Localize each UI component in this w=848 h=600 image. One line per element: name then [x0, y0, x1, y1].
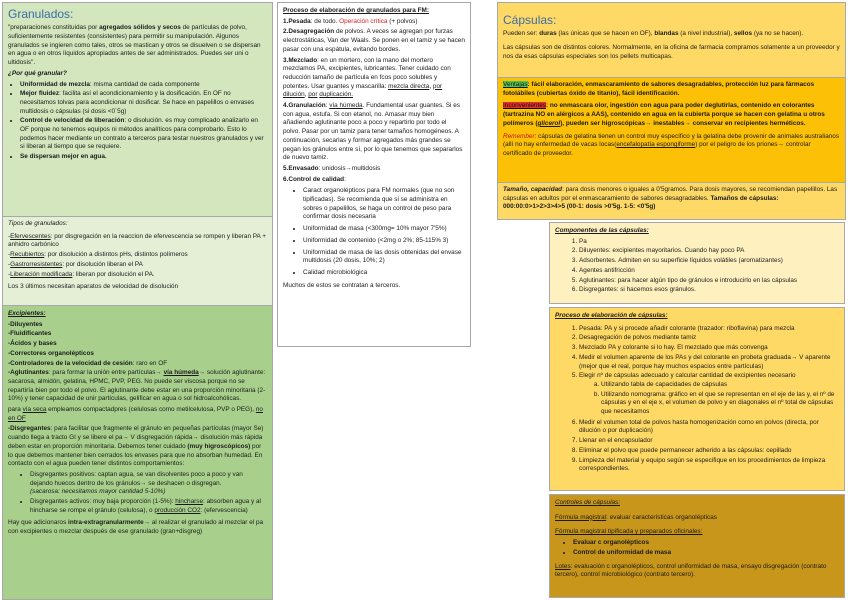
- list-item: -Recubiertos: por disolución a distintos pHs, distintos polímeros: [8, 251, 188, 259]
- capsulas-intro: Pueden ser: duras (las únicas que se hacen en OF), blandas (a nivel industrial), sellos (ya no se hacen).: [503, 30, 804, 38]
- quality-control-list: [303, 187, 465, 277]
- sub-list: [601, 381, 839, 417]
- list-item: 6. Disgregantes: si hacemos esos gránulos.: [579, 286, 839, 295]
- list-item: • Se dispersan mejor en agua.: [20, 153, 267, 162]
- excipientes-title: Excipientes:: [8, 310, 46, 317]
- list-item: -Correctores organolépticos: [8, 349, 94, 357]
- list-item: • Uniformidad de mezcla: misma cantidad de cada componente: [20, 81, 267, 90]
- list-item: • Caract organolépticos para FM normales (que no son tipificadas). Se recomienda que si se administra en sobres o papelillos, se haga un control de peso para confirmar dosis necesaria: [303, 187, 465, 222]
- why-granulate-list: [20, 81, 267, 162]
- controles-panel: [549, 494, 845, 598]
- list-item: • Disgregantes activos: muy baja proporción (1-5%): hincharse: absorben agua y al hincharse se rompe el gránulo (celulosa), o producción CO2: (efervescencia): [30, 498, 267, 515]
- capsulas-panel: [497, 2, 846, 78]
- remember-text: Remember: cápsulas de gelatina tienen un control muy específico y la gelatina debe provenir de animales australianos (allí no hay enfermedad de vacas locas(encefalopatía espongiforme) por el peligro de los priones→ controlar certificado de proveedor.: [503, 132, 840, 157]
- tipificada-label: Fórmula magistral tipificada y preparados oficinales:: [555, 528, 703, 536]
- disgregantes-text: -Disgregantes: para facilitar que fragmente el gránulo en pequeñas partículas (mayor Se) cuando llega a tracto GI y se libere el pa→ V disgregación rápida→ disolución más rápida deben estar en proporción minoritaria. Debemos tener cuidado (muy higroscópicos) por lo que debemos mantener bien cerrados los envases para que no absorban humedad. En contacto con el agua pueden tener distintos comportamientos:: [8, 425, 264, 468]
- list-item: • Uniformidad de masa (<300mg= 10% mayor 7'5%): [303, 225, 465, 234]
- list-item: 6. Medir el volumen total de polvos hasta homogenización como en polvos (directa, por dilución o por duplicación): [579, 419, 839, 436]
- proceso-granulados-panel: [277, 2, 471, 347]
- inconvenientes-text: Inconvenientes: no enmascara olor, ingestión con agua para poder deglutirlas, contenido en colorantes (tartrazina NO en alérgicos a AAS), contenido en agua en la cubierta porque se hacen con gelatina u otros polímeros (glicerol), pueden ser higroscópicas→ inestables→ conservar en recipientes herméticos.: [503, 102, 825, 127]
- list-item: 5. Elegir nº de cápsulas adecuado y calcular cantidad de excipientes necesario a. Utilizando tabla de capacidades de cápsulas b. Utilizando nomograma: gráfico en el que se representan en el eje de las y, el nº de cápsulas y en el eje x, el volumen de polvo y en diagonales el nº total de cápsulas que necesitamos: [579, 372, 839, 417]
- tipificada-list: [573, 539, 839, 557]
- step-mezclado: 3.Mezclado: en un mortero, con la mano del mortero mezclamos PA, excipientes, lubricantes. Tener cuidado con reducción tamaño de partícula en fcos poco solubles y potentes. Usar guantes y mascarilla: mezcla directa, por dilución, por duplicación.: [283, 56, 451, 99]
- list-item: • Calidad microbiológica: [303, 269, 465, 278]
- tamano-text: Tamaño, capacidad: para dosis menores o iguales a 0'5gramos. Para dosis mayores, se recomiendan papelillos. Las cápsulas en adultos por el enmascaramiento de sabores desagradables. Tamaños de cápsulas: 000:00:0>1>2>3>4>5 (00-1: dosis >0'5g. 1-5: <0'5g): [503, 186, 838, 211]
- list-item: a. Utilizando tabla de capacidades de cápsulas: [601, 381, 839, 390]
- ventajas-text: Ventajas: fácil elaboración, enmascaramiento de sabores desagradables, protección luz para fármacos fotolábiles (cubiertas óxido de titanio), fácil identificación.: [503, 81, 815, 97]
- intra-extra-text: Hay que adicionaros intra-extragranularmente→ al realizar el granulado al mezclar el pa con excipientes o mezclar después de ese granulado (gran+disgreg): [8, 519, 264, 536]
- lotes-text: Lotes: evaluación c organolépticos, control uniformidad de masa, ensayo disgregación (contrato tercero), control microbiológico (contrato tercero).: [555, 562, 827, 579]
- ventajas-panel: [497, 77, 846, 183]
- componentes-panel: [549, 222, 845, 304]
- list-item: • Uniformidad de masa de las dosis obtenidas del envase multidosis (20 dosis, 10%; 2): [303, 249, 465, 266]
- step-desagregacion: 2.Desagregación de polvos. A veces se agregan por furzas electrostáticas, Van der Waals. Se ponen en el tamiz y se hacen pasar con una espátula, evitando bordes.: [283, 28, 465, 53]
- list-item: -Fluidificantes: [8, 330, 52, 338]
- granulados-definition: "preparaciones constituidas por agregados sólidos y secos de partículas de polvo, suficientemente resistentes (consistentes) para permitir su manipulación. Algunos granulados se ingieren como tales, otros se mastican y otros se disuelven o se dispersan en agua o en otros líquidos apropiados antes de ser administrados. Puedes ser uni o ultidosis".: [8, 24, 261, 67]
- list-item: • Mejor fluidez: facilita así el acondicionamiento y la dosificación. En OF no necesitamos tolvas para acondicionar ni dosificar. Se hace en papelillos o envases multidosis o cápsulas (si dosis <0´5g): [20, 90, 267, 116]
- step-control: 6.Control de calidad:: [283, 175, 346, 183]
- step-pesada: 1.Pesada: de todo. Operación crítica (+ polvos): [283, 17, 418, 25]
- list-item: 8. Eliminar el polvo que puede permanecer adherido a las cápsulas: cepillado: [579, 447, 839, 456]
- list-item: 5. Aglutinantes: para hacer algún tipo de gránulos e introducirlo en las cápsulas: [579, 277, 839, 286]
- disgregantes-list: [30, 471, 267, 516]
- list-item: 2. Diluyentes: excipientes mayoritarios. Cuando hay poco PA: [579, 247, 839, 256]
- list-item: 1. Pesada: PA y si procede añadir colorante (trazador: riboflavina) para mezcla: [579, 325, 839, 334]
- step-envasado: 5.Envasado: unidosis→multidosis: [283, 164, 381, 172]
- list-item: 7. Llenar en el encapsulador: [579, 437, 839, 446]
- via-seca-text: para vía seca empleamos compactadpres (celulosas como metilcelulosa, PVP o PEG), no en OF: [8, 406, 263, 422]
- list-item: -Controladores de la velocidad de cesión: raro en OF: [8, 359, 168, 367]
- list-item: • Control de velocidad de liberación: o disolución. es muy complicado analizarlo en OF porque no tenemos equipos ni métodos analíticos para comprobarlo. Esto lo podemos hacer mediante un contrato a terceros para testar nuestros granulados y ver si liberan al tiempo que se requiere.: [20, 117, 267, 152]
- list-item: b. Utilizando nomograma: gráfico en el que se representan en el eje de las y, el nº de cápsulas y en el eje x, el volumen de polvo y en diagonales el nº total de cápsulas que necesitamos: [601, 391, 839, 417]
- proceso-granulados-title: Proceso de elaboración de granulados para FM:: [283, 7, 429, 14]
- granulados-title: Granulados:: [8, 7, 74, 21]
- tipos-granulados-panel: [2, 216, 273, 306]
- list-item: • Disgregantes positivos: captan agua, se van disolventes poco a poco y van dejando huecos dentro de los gránulos→ se deshacen o disgregan. (sacarosa: necesitamos mayor cantidad 5-10%): [30, 471, 267, 497]
- tamano-panel: [497, 182, 846, 220]
- list-item: 9. Limpieza del material y equipo según se especifique en los procedimientos de limpieza correspondientes.: [579, 457, 839, 474]
- tipos-title: Tipos de granulados:: [8, 220, 68, 227]
- why-granulate-question: ¿Por qué granular?: [8, 69, 67, 77]
- list-item: 3. Mezclado PA y colorante si lo hay. El mezclado que más convenga: [579, 344, 839, 353]
- list-item: -Liberación modificada: liberan por disolución el PA.: [8, 270, 155, 278]
- aglutinantes-text: -Aglutinantes: para formar la unión entre partículas→ vía húmeda→ solución aglutinante: sacarosa, almidón, gelatina, HPMC, PVP, PEG. No puede ser viscosa porque no se repartiría bien por todo el polvo. El aglutinante debe estar en una proporción minoritaria (2-10%) y tener capacidad de unir partículas, gelificar en agua o sol hidroalcohólicas.: [8, 369, 266, 403]
- proceso-capsulas-title: Proceso de elaboración de cápsulas:: [555, 312, 668, 319]
- tipos-note: Los 3 últimos necesitan aparatos de velocidad de disolución: [8, 283, 179, 291]
- componentes-title: Componentes de las cápsulas:: [555, 227, 649, 234]
- list-item: 4. Medir el volumen aparente de los PAs y del colorante en probeta graduada→ V aparente (mejor que el real, porque hay muchos espacios entre partículas): [579, 354, 839, 371]
- list-item: -Diluyentes: [8, 320, 43, 328]
- granulados-panel: [2, 2, 273, 217]
- list-item: 3. Adsorbentes. Admiten en su superficie líquidos volátiles (aromatizantes): [579, 257, 839, 266]
- controles-title: Controles de cápsulas:: [555, 499, 621, 506]
- step-granulacion: 4.Granulación: vía húmeda. Fundamental usar guantes. Si es con agua, estufa. Si con etanol, no. Amasar muy bien añadiendo aglutinante poco a poco y repartirlo por todo el polvo. Pasar por un tamiz para tener tamaños homogéneos. A continuación, secarlas y formar agregados más grandes se pegan los gránulos entre sí, por lo que tenemos que separarlos de nuevo tamiz.: [283, 102, 463, 162]
- proceso-capsulas-panel: [549, 307, 845, 491]
- capsulas-colores: Las cápsulas son de distintos colores. Normalmente, en la oficina de farmacia compramos solamente a un proveedor y nos da esas cápsulas especiales son los pellets multicapas.: [503, 44, 840, 60]
- list-item: -Efervescentes: por disgregación en la reaccion de efervescencia se rompen y liberan PA + anhidro carbónico: [8, 232, 266, 249]
- magistral-text: Fórmula magistral: evaluar características organolépticas: [555, 513, 717, 521]
- list-item: 2. Desagregación de polvos mediante tamiz: [579, 334, 839, 343]
- list-item: • Evaluar c organolépticos: [573, 539, 839, 548]
- list-item: 1. Pa: [579, 238, 839, 247]
- excipientes-panel: [2, 305, 273, 600]
- capsulas-title: Cápsulas:: [503, 13, 557, 27]
- proceso-capsulas-list: [579, 325, 839, 474]
- list-item: 4. Agentes antifricción: [579, 267, 839, 276]
- list-item: -Gastrorresistentes: por disolución liberan el PA: [8, 260, 143, 268]
- list-item: • Uniformidad de contenido (<2mg o 2%; 85-115% 3): [303, 237, 465, 246]
- list-item: -Ácidos y bases: [8, 340, 57, 348]
- qc-footer: Muchos de estos se contratan a terceros.: [283, 281, 401, 289]
- componentes-list: [579, 238, 839, 295]
- list-item: • Control de uniformidad de masa: [573, 549, 839, 558]
